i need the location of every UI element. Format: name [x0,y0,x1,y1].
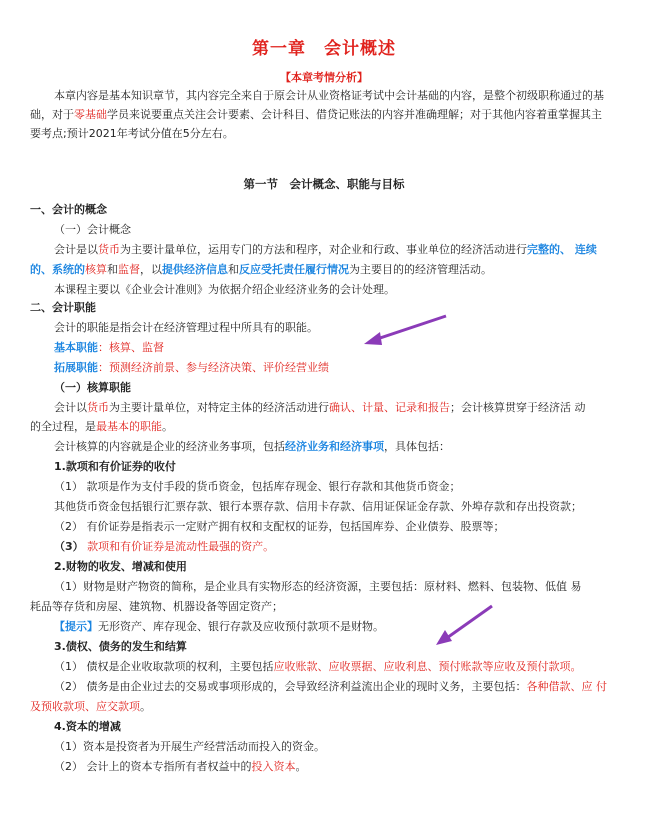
arrow-pointer-icon [360,312,450,348]
subheading-concept: （一）会计概念 [54,223,131,236]
heading-item-2: 2.财物的收发、增减和使用 [54,560,187,573]
item3-line-2: （2） 债务是由企业过去的交易或事项形成的，会导致经济利益流出企业的现时义务，主要包括：各种借款、应 付 [54,680,607,693]
heading-concept: 一、会计的概念 [30,203,107,216]
item1-line-1: （1） 款项是作为支付手段的货币资金，包括库存现金、银行存款和其他货币资金； [54,480,461,493]
concept-line-2: 的、系统的核算和监督，以提供经济信息和反应受托责任履行情况为主要目的的经济管理活动。 [30,263,492,276]
item1-line-3: （2） 有价证券是指表示一定财产拥有权和支配权的证券，包括国库券、企业债券、股票等； [54,520,505,533]
heading-accounting-function: （一）核算职能 [54,381,131,394]
heading-item-3: 3.债权、债务的发生和结算 [54,640,187,653]
analysis-line-2: 础，对于零基础学员来说要重点关注会计要素、会计科目、借贷记账法的内容并准确理解；对于其他内容着重掌握其主 [30,108,602,121]
arrow-pointer-icon [432,602,496,648]
functions-line-1: 会计的职能是指会计在经济管理过程中所具有的职能。 [54,321,318,334]
item2-line-2: 耗品等存货和房屋、建筑物、机器设备等固定资产； [30,600,283,613]
item1-line-4: （3） 款项和有价证券是流动性最强的资产。 [54,540,275,553]
item3-line-1: （1） 债权是企业收取款项的权利，主要包括应收账款、应收票据、应收利息、预付账款等应收及预付款项。 [54,660,582,673]
section-title: 第一节 会计概念、职能与目标 [243,177,405,191]
item4-line-2: （2） 会计上的资本专指所有者权益中的投入资本。 [54,760,307,773]
analysis-line-3: 要考点;预计2021年考试分值在5分左右。 [30,127,234,140]
basic-functions: 基本职能：核算、监督 [54,341,164,354]
chapter-title: 第一章 会计概述 [252,39,396,59]
accounting-line-2: 的全过程，是最基本的职能。 [30,420,173,433]
item2-line-1: （1）财物是财产物资的简称，是企业具有实物形态的经济资源，主要包括：原材料、燃料、包装物、低值 易 [54,580,582,593]
concept-line-1: 会计是以货币为主要计量单位，运用专门的方法和程序，对企业和行政、事业单位的经济活动进行完整的、 连续 [54,243,597,256]
analysis-heading: 【本章考情分析】 [280,71,368,84]
item4-line-1: （1）资本是投资者为开展生产经营活动而投入的资金。 [54,740,325,753]
heading-functions: 二、会计职能 [30,301,96,314]
heading-item-4: 4.资本的增减 [54,720,121,733]
accounting-line-3: 会计核算的内容就是企业的经济业务事项，包括经济业务和经济事项，具体包括： [54,440,450,453]
accounting-line-1: 会计以货币为主要计量单位，对特定主体的经济活动进行确认、计量、记录和报告；会计核算贯穿于经济活 动 [54,401,586,414]
item2-tip: 【提示】无形资产、库存现金、银行存款及应收预付款项不是财物。 [54,620,384,633]
concept-line-3: 本课程主要以《企业会计准则》为依据介绍企业经济业务的会计处理。 [54,283,395,296]
heading-item-1: 1.款项和有价证券的收付 [54,460,176,473]
item1-line-2: 其他货币资金包括银行汇票存款、银行本票存款、信用卡存款、信用证保证金存款、外埠存款和存出投资款； [54,500,582,513]
analysis-line-1: 本章内容是基本知识章节，其内容完全来自于原会计从业资格证考试中会计基础的内容，是整个初级职称通过的基 [54,89,604,102]
extended-functions: 拓展职能：预测经济前景、参与经济决策、评价经营业绩 [54,361,329,374]
item3-line-3: 及预收款项、应交款项。 [30,700,151,713]
